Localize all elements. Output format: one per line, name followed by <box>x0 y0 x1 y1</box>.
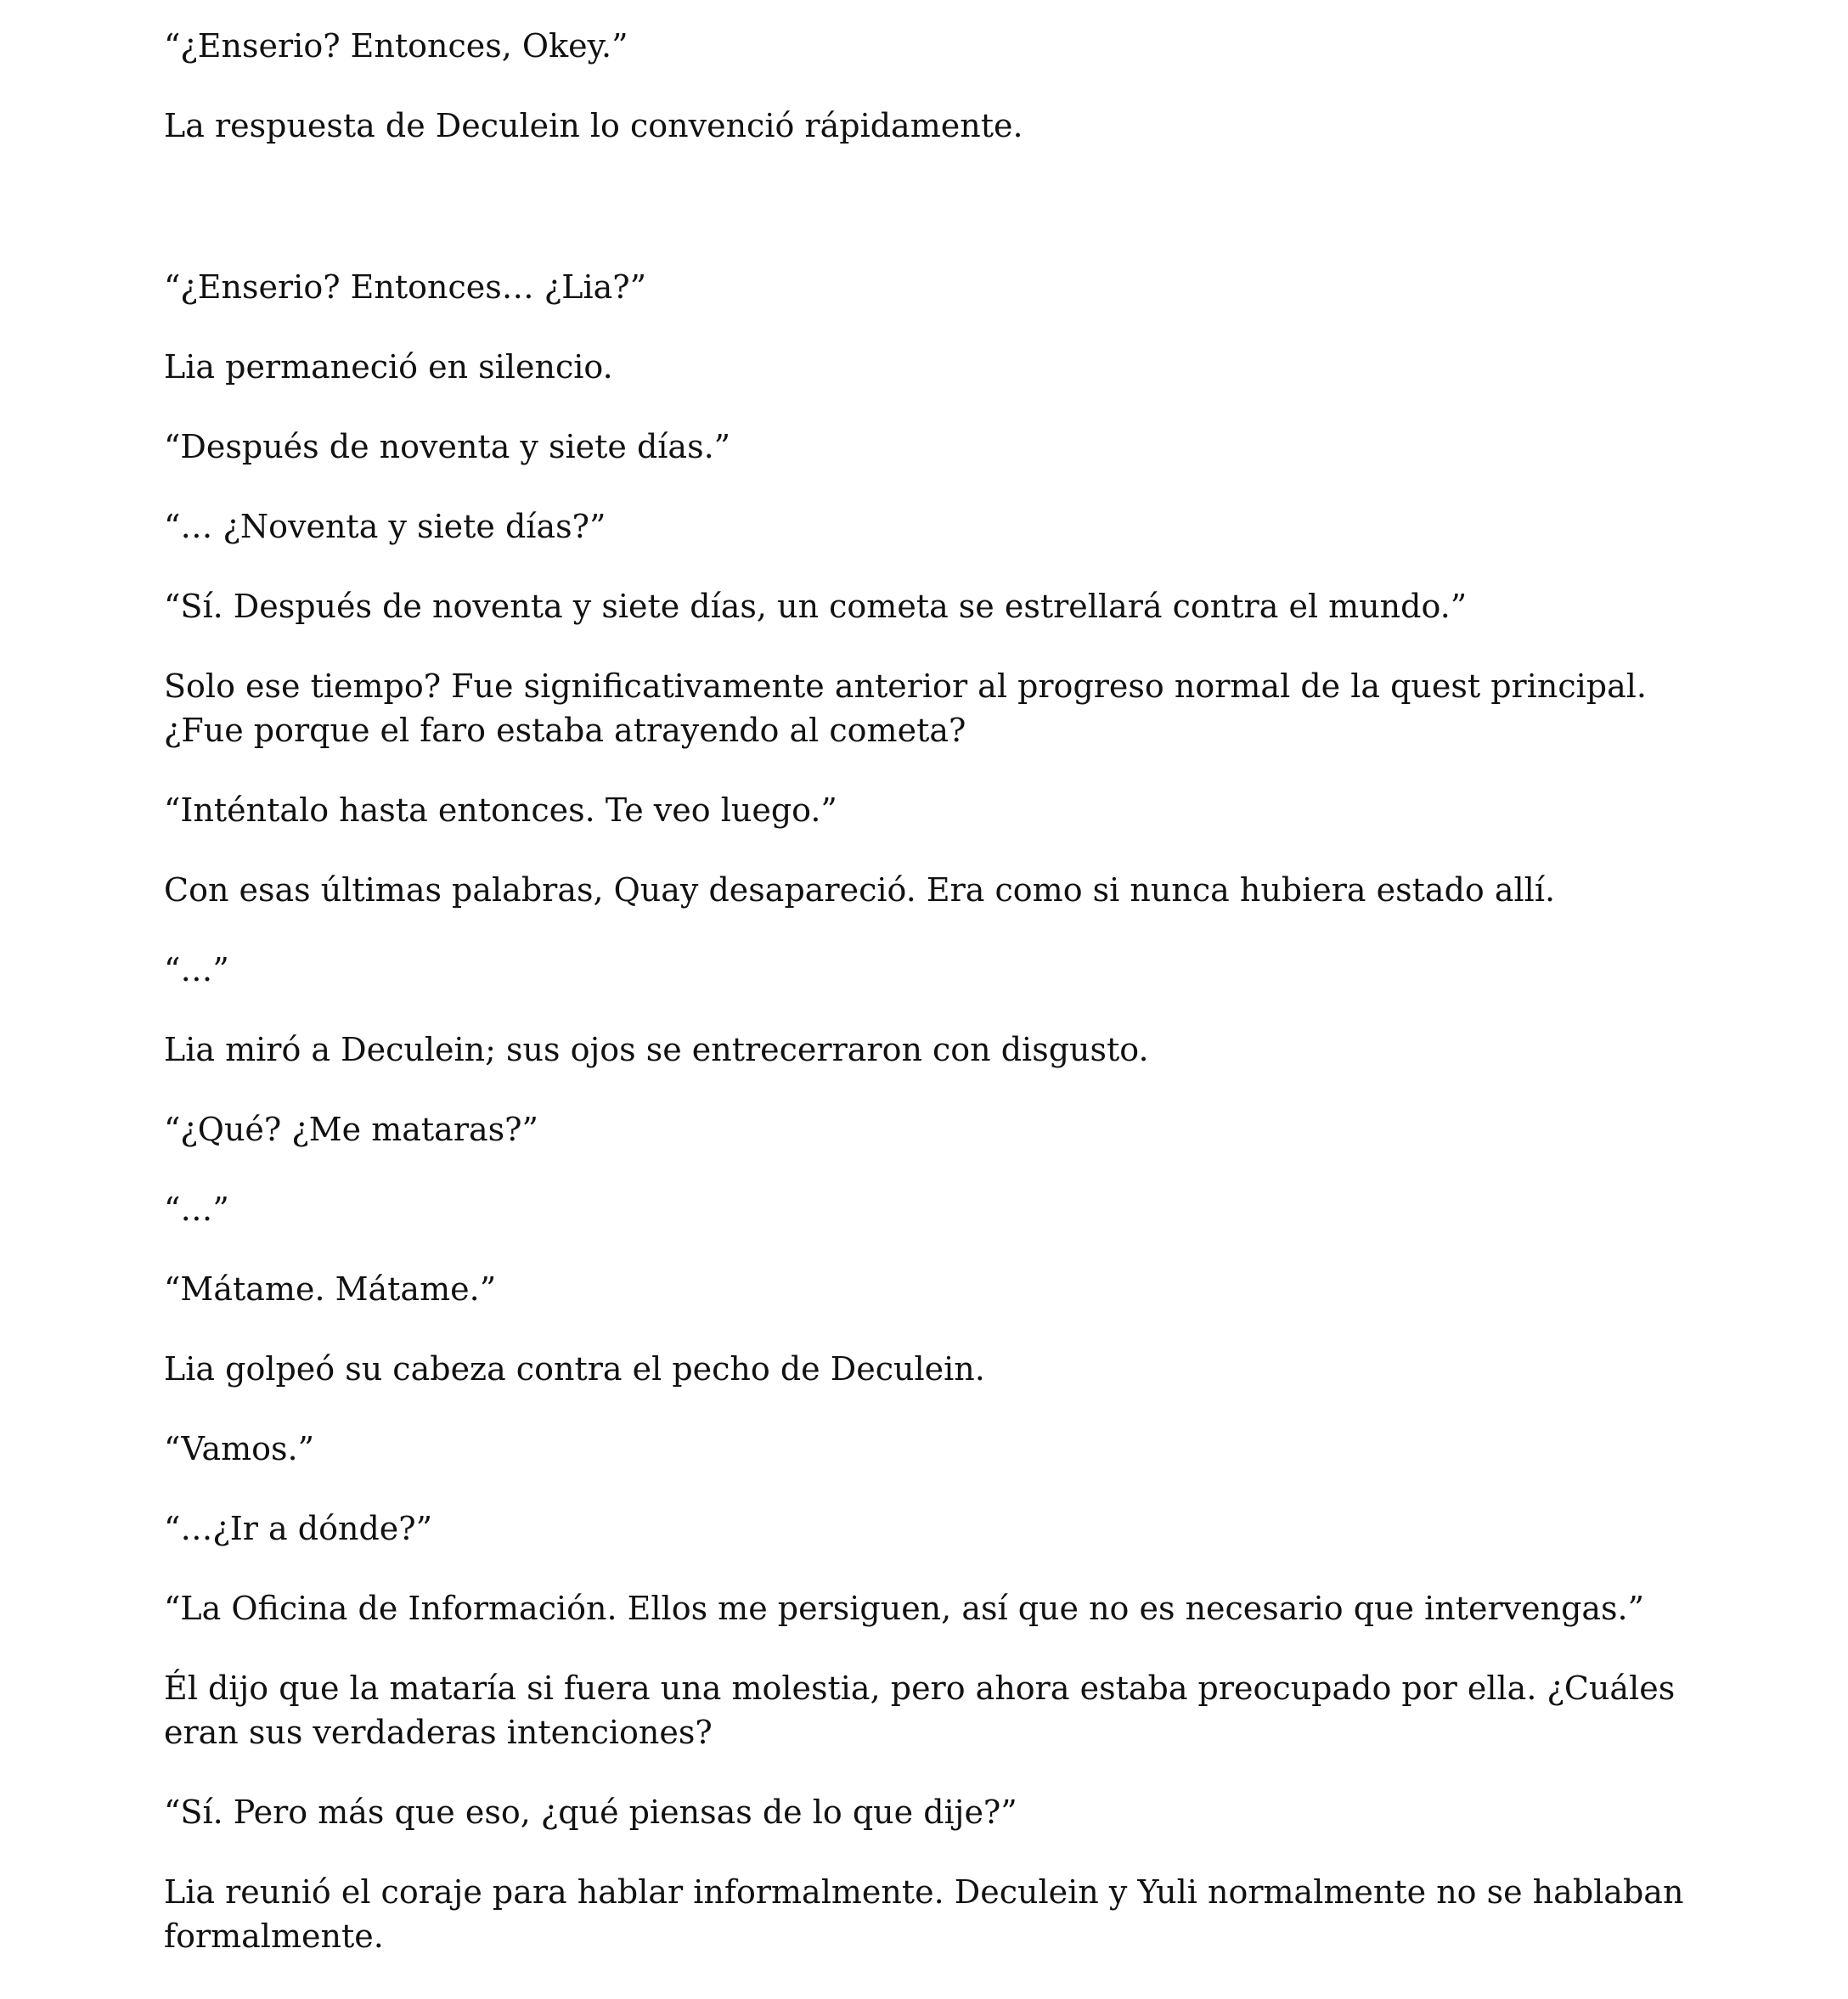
paragraph: Lia miró a Deculein; sus ojos se entrecerraron con disgusto. <box>164 1031 1149 1068</box>
paragraph: “¿Enserio? Entonces, Okey.” <box>164 27 628 65</box>
paragraph: Solo ese tiempo? Fue significativamente anterior al progreso normal de la quest principal. ¿Fue porque el faro estaba atrayendo al cometa? <box>164 667 1647 749</box>
paragraph: “La Oficina de Información. Ellos me persiguen, así que no es necesario que intervengas.” <box>164 1590 1645 1627</box>
document-page <box>164 24 1693 1994</box>
paragraph: “…” <box>164 1191 229 1228</box>
paragraph: “¿Enserio? Entonces… ¿Lia?” <box>164 268 647 306</box>
paragraph: Lia permaneció en silencio. <box>164 348 613 386</box>
section-break <box>164 183 1693 265</box>
paragraph: “Después de noventa y siete días.” <box>164 428 731 465</box>
paragraph: “Sí. Después de noventa y siete días, un cometa se estrellará contra el mundo.” <box>164 588 1468 625</box>
paragraph: Él dijo que la mataría si fuera una molestia, pero ahora estaba preocupado por ella. ¿Cuáles eran sus verdaderas intenciones? <box>164 1670 1676 1751</box>
paragraph: Lia reunió el coraje para hablar informalmente. Deculein y Yuli normalmente no se hablaban formalmente. <box>164 1873 1684 1955</box>
paragraph: La respuesta de Deculein lo convenció rápidamente. <box>164 107 1023 144</box>
paragraph: “Sí. Pero más que eso, ¿qué piensas de lo que dije?” <box>164 1793 1017 1831</box>
paragraph: Lia golpeó su cabeza contra el pecho de Deculein. <box>164 1350 985 1388</box>
paragraph: “…” <box>164 951 229 988</box>
paragraph: “… ¿Noventa y siete días?” <box>164 508 606 545</box>
paragraph: “…¿Ir a dónde?” <box>164 1510 433 1547</box>
paragraph: “Inténtalo hasta entonces. Te veo luego.” <box>164 791 837 829</box>
paragraph: “Vamos.” <box>164 1430 315 1467</box>
paragraph: Con esas últimas palabras, Quay desapareció. Era como si nunca hubiera estado allí. <box>164 871 1556 909</box>
paragraph: “Mátame. Mátame.” <box>164 1270 497 1308</box>
paragraph: “¿Qué? ¿Me mataras?” <box>164 1111 538 1148</box>
